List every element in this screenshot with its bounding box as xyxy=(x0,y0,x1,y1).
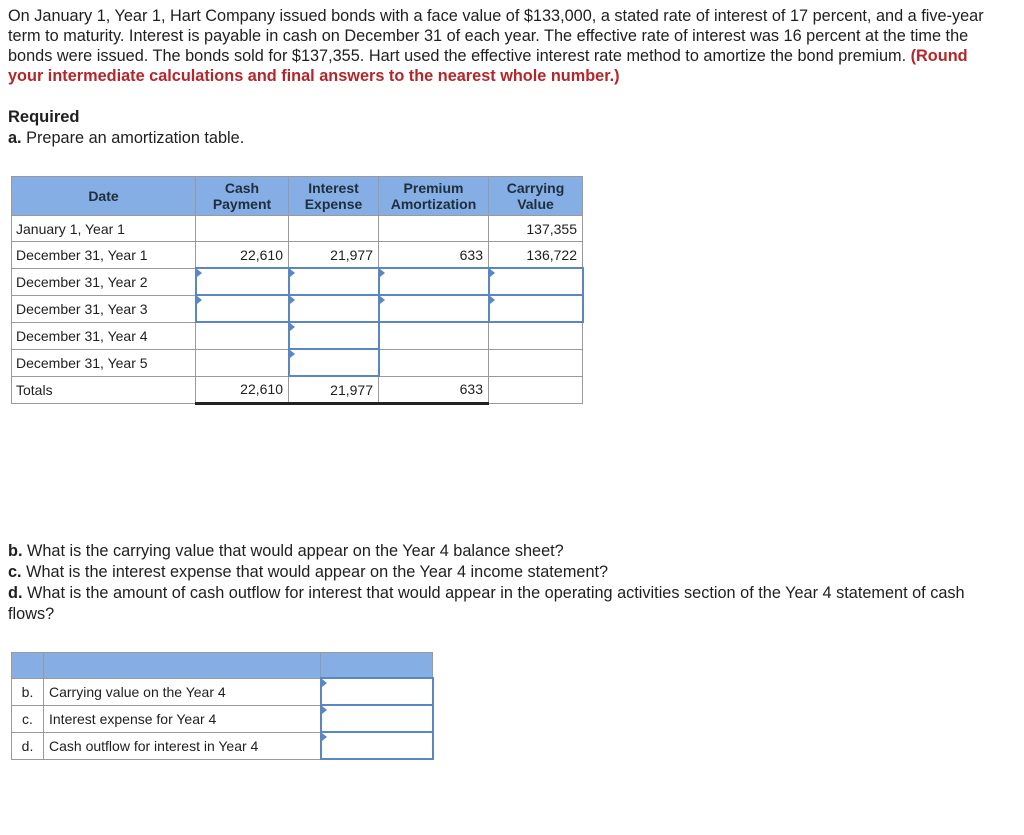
total-premium-amortization: 633 xyxy=(379,376,489,404)
part-a-letter: a. xyxy=(8,129,22,147)
row-date: December 31, Year 5 xyxy=(12,349,196,376)
row-date: January 1, Year 1 xyxy=(12,216,196,242)
cash-payment-cell xyxy=(196,322,289,349)
carrying-value-year4-input[interactable] xyxy=(321,678,433,705)
table-row xyxy=(12,242,583,269)
answer-header-cell xyxy=(44,653,321,679)
answer-label: Carrying value on the Year 4 xyxy=(44,678,321,705)
total-carrying-value xyxy=(489,376,583,404)
carrying-value-cell: 136,722 xyxy=(489,242,583,269)
header-interest-expense: Interest Expense xyxy=(289,177,379,216)
header-date: Date xyxy=(12,177,196,216)
premium-amortization-cell: 633 xyxy=(379,242,489,269)
part-a-text: Prepare an amortization table. xyxy=(21,129,245,147)
rounding-instruction: (Round your intermediate calculations and final answers to the nearest whole number.) xyxy=(8,47,968,85)
problem-text: On January 1, Year 1, Hart Company issued bonds with a face value of $133,000, a stated rate of interest of 17 percent, and a five-year term to maturity. Interest is payable in cash on December 31 of each year. The effective rate of interest was 16 percent at the time the bonds were issued. The bonds sold for $137,355. Hart used the effective interest rate method to amortize the bond premium. xyxy=(8,7,984,65)
header-premium-amortization: Premium Amortization xyxy=(379,177,489,216)
premium-amortization-cell xyxy=(379,349,489,376)
answer-letter: d. xyxy=(12,732,44,759)
row-date: December 31, Year 1 xyxy=(12,242,196,269)
cash-payment-cell xyxy=(196,349,289,376)
cash-payment-cell: 22,610 xyxy=(196,242,289,269)
answer-header-cell xyxy=(321,653,433,679)
answer-letter: b. xyxy=(12,678,44,705)
interest-expense-input[interactable] xyxy=(289,268,379,295)
problem-statement xyxy=(8,6,998,86)
interest-expense-input[interactable] xyxy=(289,322,379,349)
questions-block xyxy=(8,541,1008,625)
totals-label: Totals xyxy=(12,376,196,404)
answer-table xyxy=(11,652,434,760)
row-date: December 31, Year 3 xyxy=(12,295,196,322)
answer-header-cell xyxy=(12,653,44,679)
total-interest-expense: 21,977 xyxy=(289,376,379,404)
answer-label: Cash outflow for interest in Year 4 xyxy=(44,732,321,759)
answer-header-row xyxy=(12,653,433,679)
part-a-instruction xyxy=(8,129,244,148)
answer-row xyxy=(12,705,433,732)
interest-expense-year4-input[interactable] xyxy=(321,705,433,732)
question-b: b. What is the carrying value that would appear on the Year 4 balance sheet? xyxy=(8,542,564,560)
interest-expense-input[interactable] xyxy=(289,295,379,322)
answer-letter: c. xyxy=(12,705,44,732)
interest-expense-cell: 21,977 xyxy=(289,242,379,269)
carrying-value-cell xyxy=(489,349,583,376)
answer-row xyxy=(12,678,433,705)
table-row xyxy=(12,295,583,322)
required-heading: Required xyxy=(8,108,80,126)
premium-amortization-cell xyxy=(379,322,489,349)
question-d: d. What is the amount of cash outflow for interest that would appear in the operating activities section of the Year 4 statement of cash flows? xyxy=(8,584,965,623)
header-cash-payment: Cash Payment xyxy=(196,177,289,216)
table-row xyxy=(12,322,583,349)
premium-amortization-cell xyxy=(379,216,489,242)
interest-expense-input[interactable] xyxy=(289,349,379,376)
answer-row xyxy=(12,732,433,759)
carrying-value-cell: 137,355 xyxy=(489,216,583,242)
premium-amortization-input[interactable] xyxy=(379,268,489,295)
carrying-value-cell xyxy=(489,322,583,349)
cash-payment-input[interactable] xyxy=(196,295,289,322)
cash-payment-cell xyxy=(196,216,289,242)
cash-payment-input[interactable] xyxy=(196,268,289,295)
premium-amortization-input[interactable] xyxy=(379,295,489,322)
cash-outflow-year4-input[interactable] xyxy=(321,732,433,759)
table-row xyxy=(12,216,583,242)
row-date: December 31, Year 2 xyxy=(12,268,196,295)
row-date: December 31, Year 4 xyxy=(12,322,196,349)
amortization-header-row xyxy=(12,177,583,216)
table-row xyxy=(12,349,583,376)
amortization-table xyxy=(11,176,584,405)
answer-label: Interest expense for Year 4 xyxy=(44,705,321,732)
total-cash-payment: 22,610 xyxy=(196,376,289,404)
header-carrying-value: Carrying Value xyxy=(489,177,583,216)
totals-row xyxy=(12,376,583,404)
interest-expense-cell xyxy=(289,216,379,242)
carrying-value-input[interactable] xyxy=(489,268,583,295)
carrying-value-input[interactable] xyxy=(489,295,583,322)
question-c: c. What is the interest expense that would appear on the Year 4 income statement? xyxy=(8,563,609,581)
table-row xyxy=(12,268,583,295)
